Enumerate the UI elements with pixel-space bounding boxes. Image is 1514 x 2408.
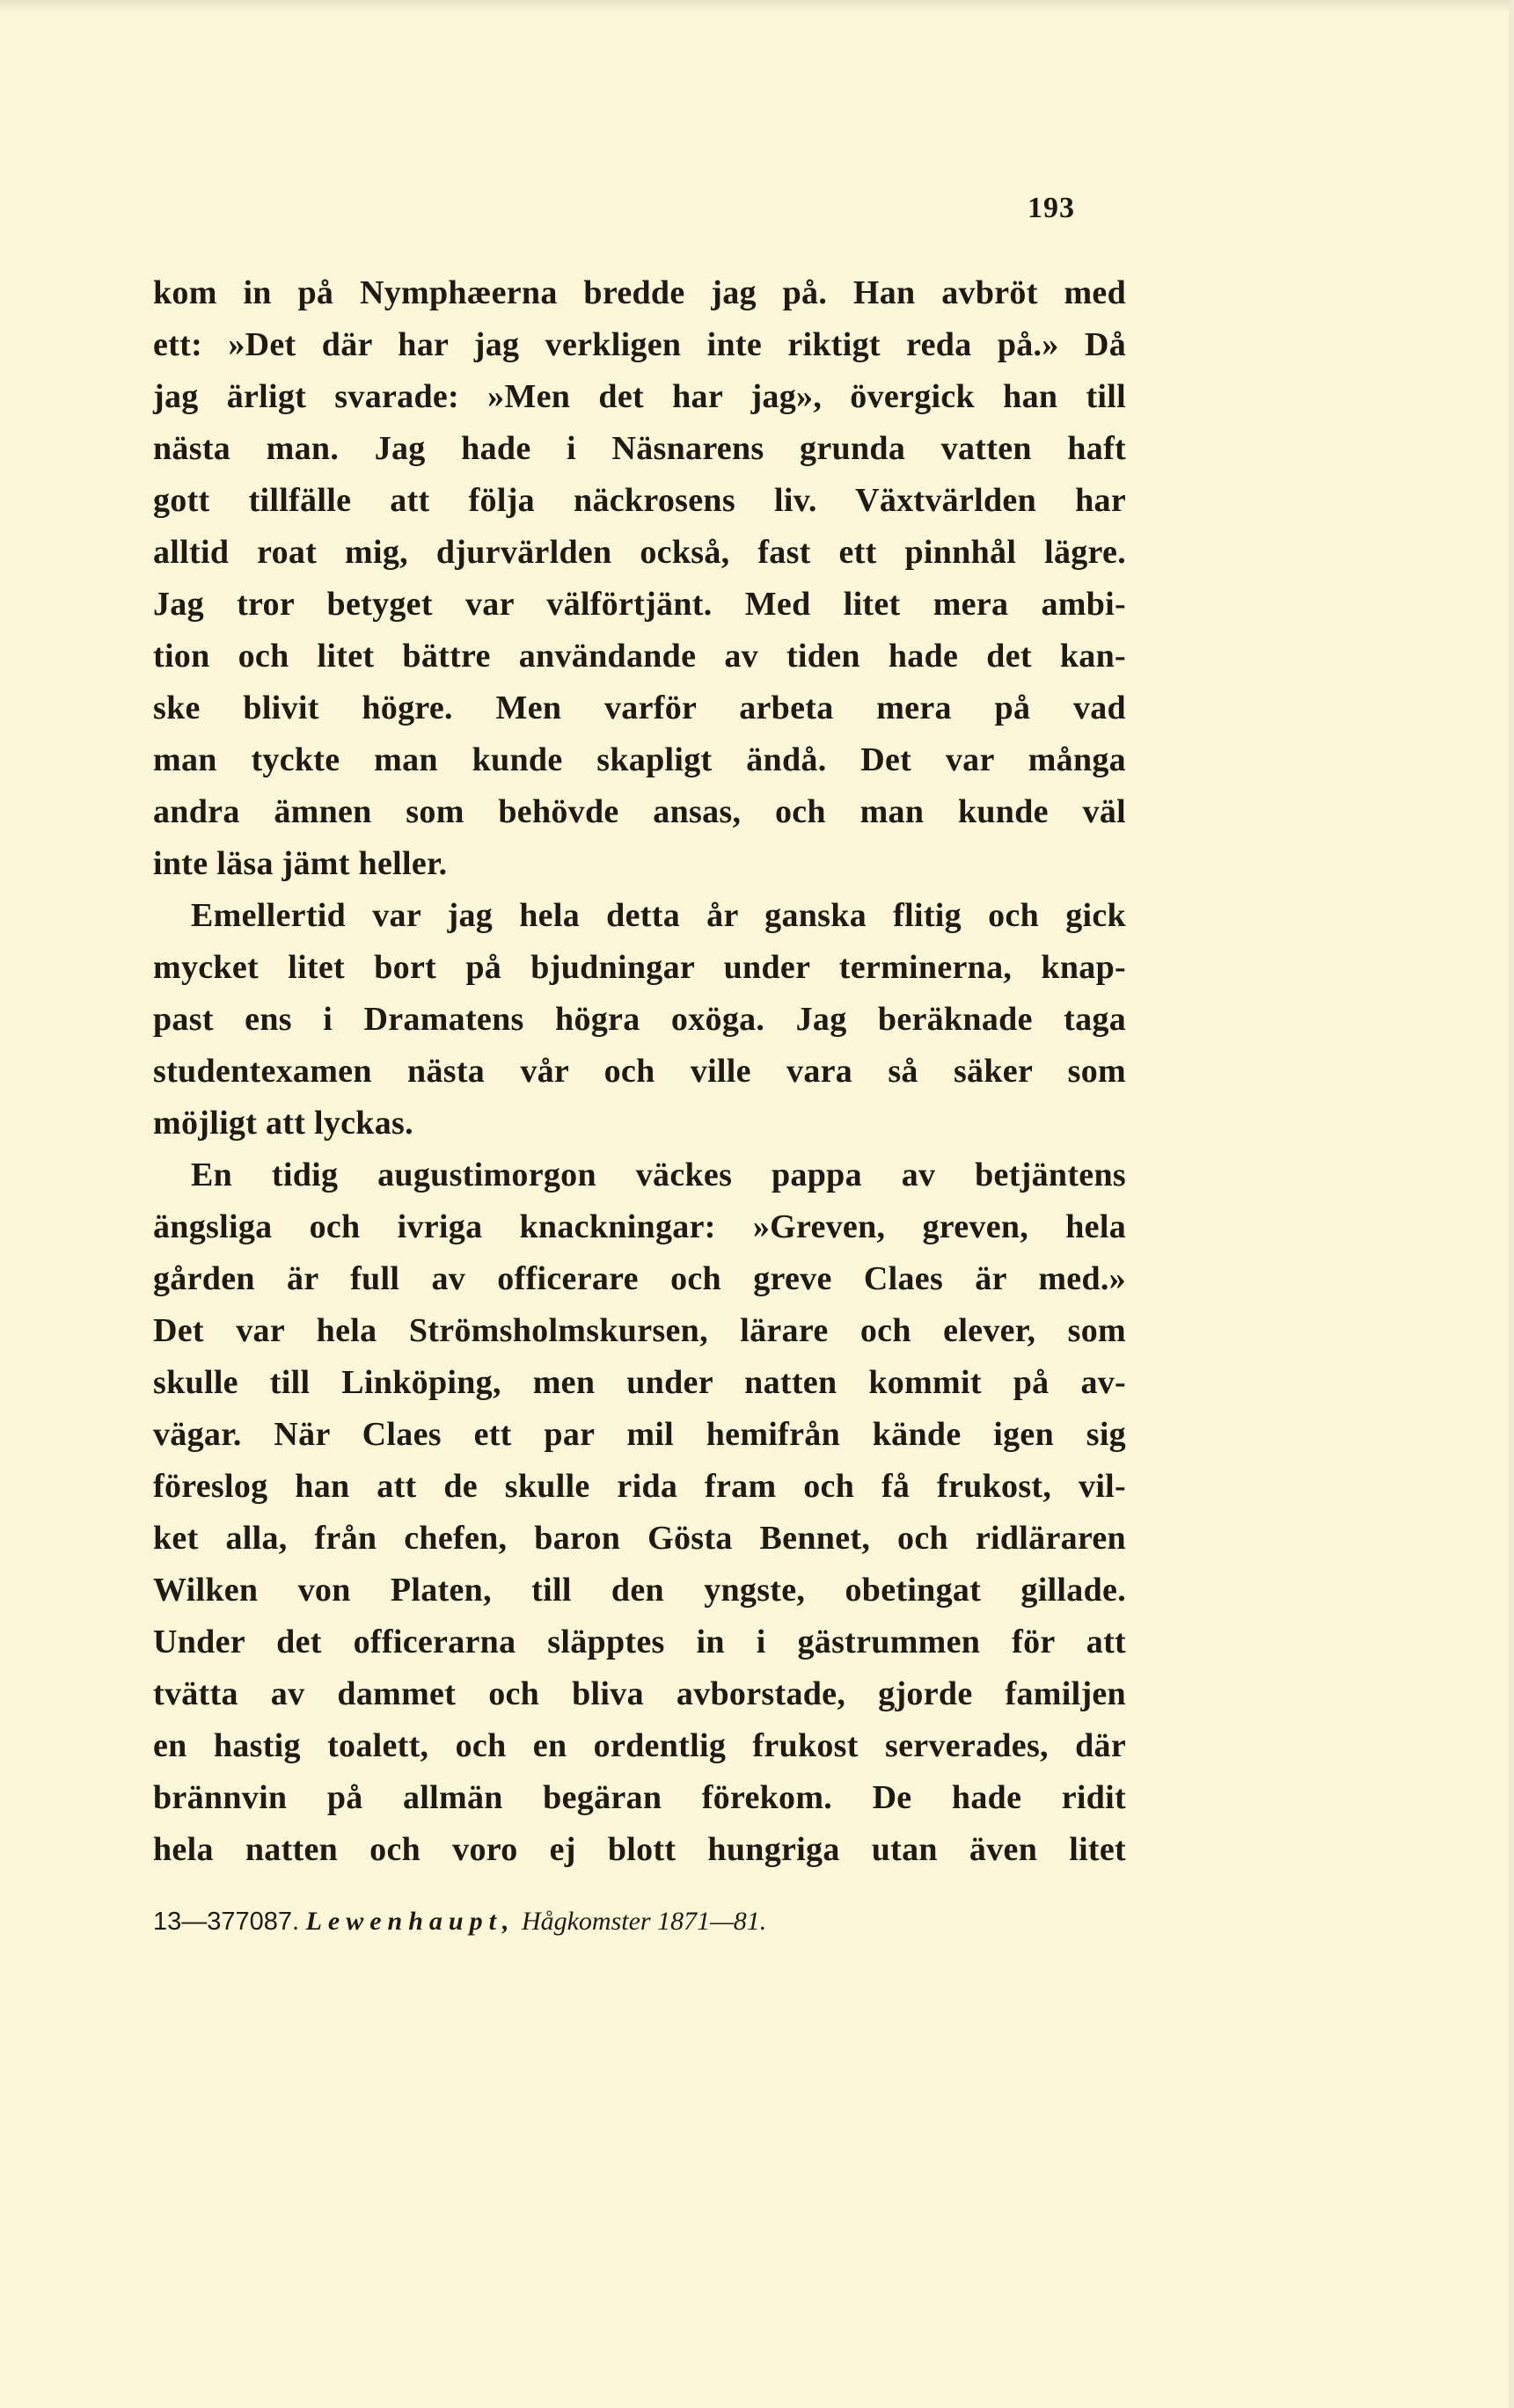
text-line: tion och litet bättre användande av tiden hade det kan-	[153, 638, 1126, 675]
footer-title: Hågkomster 1871—81.	[521, 1907, 767, 1936]
text-line: jag ärligt svarade: »Men det har jag», övergick han till	[153, 378, 1126, 415]
text-line: ängsliga och ivriga knackningar: »Greven, greven, hela	[153, 1208, 1126, 1245]
text-line: ske blivit högre. Men varför arbeta mera på vad	[153, 690, 1126, 726]
text-line: vägar. När Claes ett par mil hemifrån kände igen sig	[153, 1416, 1126, 1453]
text-line: mycket litet bort på bjudningar under terminerna, knap-	[153, 949, 1126, 986]
text-line: möjligt att lyckas.	[153, 1105, 413, 1142]
text-line: Wilken von Platen, till den yngste, obetingat gillade.	[153, 1572, 1126, 1609]
text-line: föreslog han att de skulle rida fram och få frukost, vil-	[153, 1468, 1126, 1505]
text-line: skulle till Linköping, men under natten kommit på av-	[153, 1364, 1126, 1401]
footer-author: Lewenhaupt,	[305, 1907, 516, 1936]
text-line: gott tillfälle att följa näckrosens liv. Växtvärlden har	[153, 482, 1126, 519]
text-line: andra ämnen som behövde ansas, och man kunde väl	[153, 793, 1126, 830]
text-line: tvätta av dammet och bliva avborstade, gjorde familjen	[153, 1675, 1126, 1712]
text-line: Emellertid var jag hela detta år ganska flitig och gick	[191, 897, 1126, 934]
text-line: Jag tror betyget var välförtjänt. Med litet mera ambi-	[153, 586, 1126, 623]
text-line: alltid roat mig, djurvärlden också, fast ett pinnhål lägre.	[153, 534, 1126, 571]
text-line: Det var hela Strömsholmskursen, lärare och elever, som	[153, 1312, 1126, 1349]
text-line: en hastig toalett, och en ordentlig frukost serverades, där	[153, 1727, 1126, 1764]
page-top-edge	[0, 0, 1514, 12]
text-line: man tyckte man kunde skapligt ändå. Det var många	[153, 741, 1126, 778]
text-line: inte läsa jämt heller.	[153, 845, 448, 882]
text-line: hela natten och voro ej blott hungriga utan även litet	[153, 1831, 1126, 1868]
text-line: studentexamen nästa vår och ville vara så säker som	[153, 1053, 1126, 1090]
text-line: Under det officerarna släpptes in i gästrummen för att	[153, 1624, 1126, 1660]
text-line: ket alla, från chefen, baron Gösta Bennet, och ridläraren	[153, 1520, 1126, 1557]
text-line: past ens i Dramatens högra oxöga. Jag beräknade taga	[153, 1001, 1126, 1038]
text-line: nästa man. Jag hade i Näsnarens grunda vatten haft	[153, 430, 1126, 467]
page-right-edge	[1509, 0, 1514, 2408]
page-footer	[153, 1907, 766, 1937]
text-line: kom in på Nymphæerna bredde jag på. Han avbröt med	[153, 274, 1126, 311]
text-line: brännvin på allmän begäran förekom. De hade ridit	[153, 1779, 1126, 1816]
text-line: ett: »Det där har jag verkligen inte riktigt reda på.» Då	[153, 326, 1126, 363]
page-number: 193	[1028, 192, 1075, 224]
text-line: gården är full av officerare och greve Claes är med.»	[153, 1260, 1126, 1297]
body-text	[153, 267, 1126, 1876]
footer-signature: 13—377087.	[153, 1908, 300, 1936]
text-line: En tidig augustimorgon väckes pappa av betjäntens	[191, 1157, 1126, 1193]
